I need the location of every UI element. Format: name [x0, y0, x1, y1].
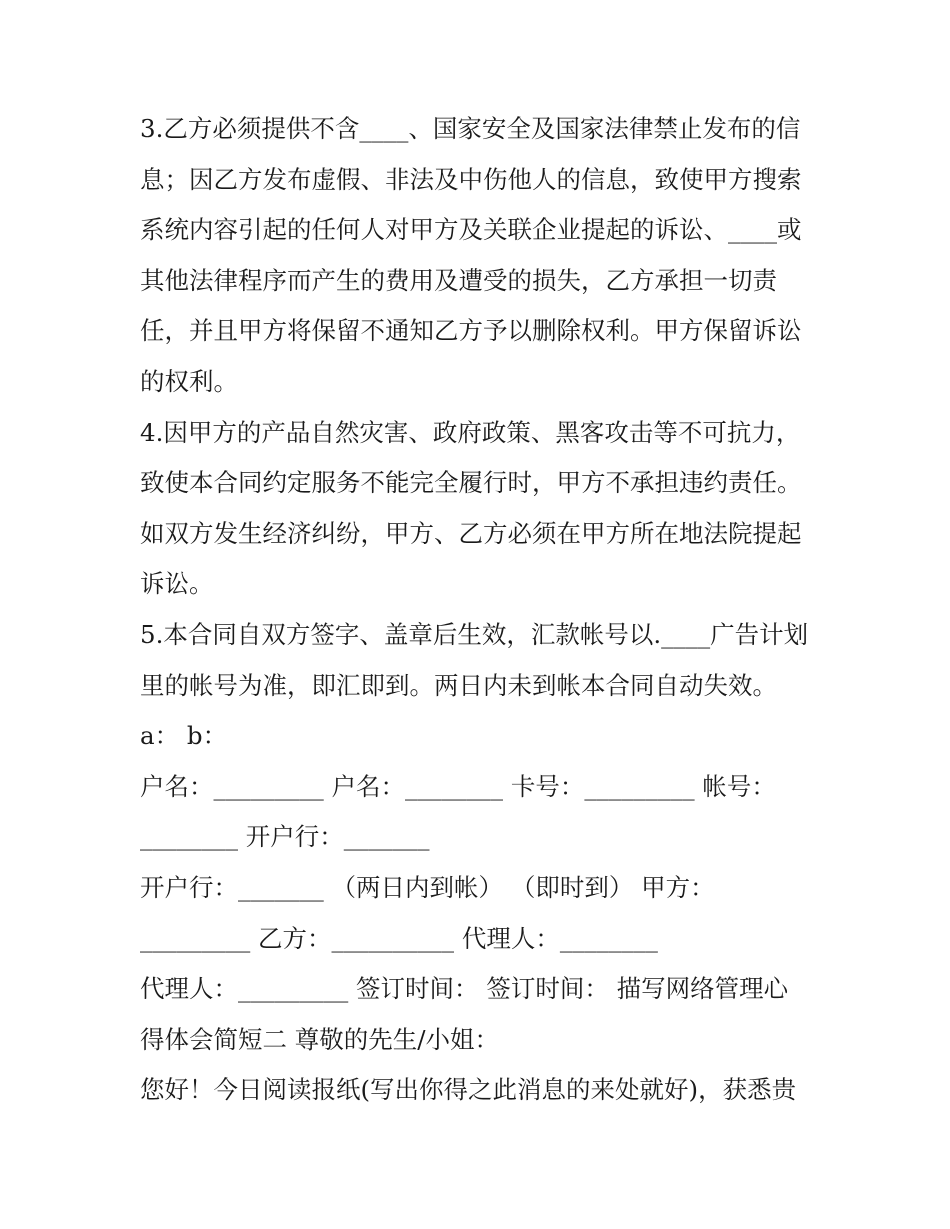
account-info-line-2: ________ 开户行：_______ — [140, 822, 430, 852]
clause-5-line-2: 里的帐号为准，即汇即到。两日内未到帐本合同自动失效。 — [140, 670, 777, 700]
bank-info-line: 开户行：_______ （两日内到帐） （即时到） 甲方： — [140, 872, 715, 902]
clause-4-line-1: 4.因甲方的产品自然灾害、政府政策、黑客攻击等不可抗力， — [140, 417, 801, 447]
clause-3-line-2: 息；因乙方发布虚假、非法及中伤他人的信息，致使甲方搜索 — [140, 164, 802, 194]
letter-greeting-line: 您好！今日阅读报纸(写出你得之此消息的来处就好)，获悉贵 — [140, 1075, 797, 1105]
letter-heading-line: 得体会简短二 尊敬的先生/小姐： — [140, 1024, 500, 1054]
clause-4-line-4: 诉讼。 — [140, 569, 214, 599]
party-labels-line: a： b： — [140, 721, 228, 751]
account-info-line-1: 户名：_________ 户名：________ 卡号：_________ 帐号： — [140, 771, 776, 801]
clause-4-line-2: 致使本合同约定服务不能完全履行时，甲方不承担违约责任。 — [140, 468, 802, 498]
signing-line: 代理人：_________ 签订时间： 签订时间： 描写网络管理心 — [140, 974, 789, 1004]
clause-3-line-1: 3.乙方必须提供不含____、国家安全及国家法律禁止发布的信 — [140, 114, 801, 143]
clause-5-line-1: 5.本合同自双方签字、盖章后生效，汇款帐号以.____广告计划 — [140, 619, 809, 649]
clause-3-line-5: 任，并且甲方将保留不通知乙方予以删除权利。甲方保留诉讼 — [140, 316, 802, 346]
clause-3-line-6: 的权利。 — [140, 366, 238, 396]
clause-4-line-3: 如双方发生经济纠纷，甲方、乙方必须在甲方所在地法院提起 — [140, 518, 802, 548]
party-b-line: _________ 乙方：__________ 代理人：________ — [140, 923, 658, 953]
clause-3-line-4: 其他法律程序而产生的费用及遭受的损失，乙方承担一切责 — [140, 265, 777, 295]
clause-3-line-3: 系统内容引起的任何人对甲方及关联企业提起的诉讼、____或 — [140, 215, 802, 245]
document-body — [140, 104, 830, 1116]
